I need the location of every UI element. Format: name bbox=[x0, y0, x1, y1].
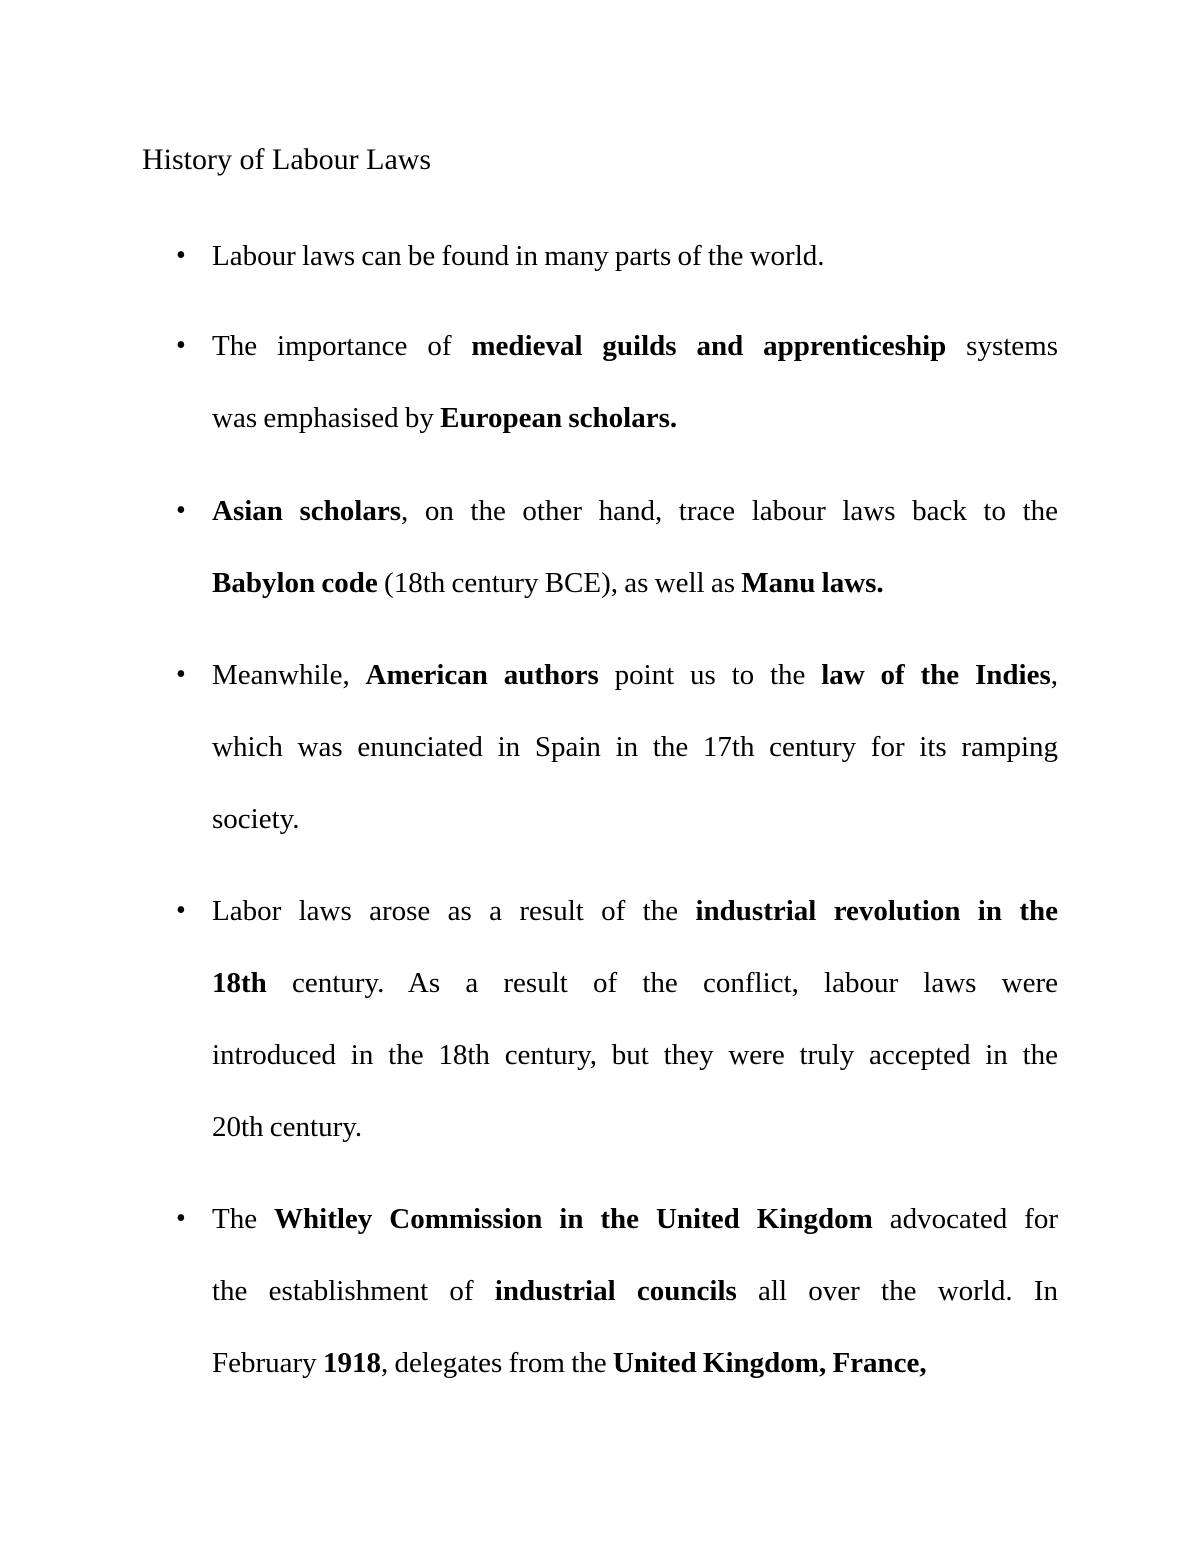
bullet-text bbox=[212, 491, 1058, 635]
text-span: Labour laws can be found in many parts of the world. bbox=[212, 240, 825, 272]
bullet-marker: • bbox=[176, 240, 186, 271]
text-line bbox=[212, 1271, 1058, 1343]
bullet-text bbox=[212, 891, 1058, 1179]
text-span: introduced in the 18th century, but they were truly accepted in the bbox=[212, 1039, 1058, 1071]
text-line bbox=[212, 799, 1058, 871]
text-span: century. As a result of the conflict, labour laws were bbox=[266, 967, 1058, 999]
text-line bbox=[212, 491, 1058, 563]
text-line bbox=[212, 655, 1058, 727]
text-line bbox=[212, 727, 1058, 799]
text-span: The bbox=[212, 1203, 275, 1235]
bullet-marker: • bbox=[176, 330, 186, 361]
bullet-marker: • bbox=[176, 659, 186, 690]
text-span: , bbox=[1050, 659, 1058, 691]
text-line bbox=[212, 963, 1058, 1035]
bold-text: Whitley Commission in the United Kingdom bbox=[274, 1203, 873, 1235]
text-span: , delegates from the bbox=[380, 1347, 613, 1379]
text-span: 20th century. bbox=[212, 1111, 363, 1143]
bold-text: medieval guilds and apprenticeship bbox=[471, 330, 947, 362]
text-line bbox=[212, 1035, 1058, 1107]
text-span: , on the other hand, trace labour laws back to the bbox=[401, 495, 1058, 527]
text-line bbox=[212, 236, 1058, 308]
text-span: The importance of bbox=[212, 330, 472, 362]
bullet-marker: • bbox=[176, 895, 186, 926]
bold-text: United Kingdom, France, bbox=[612, 1347, 927, 1379]
bold-text: European scholars. bbox=[440, 402, 678, 434]
bold-text: Babylon code bbox=[212, 567, 378, 599]
text-span: was emphasised by bbox=[212, 402, 441, 434]
text-line bbox=[212, 1343, 1058, 1415]
text-span: (18th century BCE), as well as bbox=[377, 567, 742, 599]
text-span: Labor laws arose as a result of the bbox=[212, 895, 696, 927]
document-title: History of Labour Laws bbox=[142, 143, 432, 176]
bold-text: industrial revolution in the bbox=[695, 895, 1058, 927]
text-line bbox=[212, 326, 1058, 398]
text-line bbox=[212, 398, 1058, 470]
bold-text: law of the Indies bbox=[821, 659, 1051, 691]
bold-text: American authors bbox=[365, 659, 599, 691]
bullet-marker: • bbox=[176, 1203, 186, 1234]
text-span: Meanwhile, bbox=[212, 659, 366, 691]
bold-text: Asian scholars bbox=[212, 495, 401, 527]
text-span: systems bbox=[946, 330, 1059, 362]
text-span: all over the world. In bbox=[736, 1275, 1058, 1307]
bullet-marker: • bbox=[176, 495, 186, 526]
text-line bbox=[212, 563, 1058, 635]
bold-text: industrial councils bbox=[494, 1275, 737, 1307]
text-span: advocated for bbox=[872, 1203, 1058, 1235]
bullet-text bbox=[212, 236, 1058, 308]
text-span: which was enunciated in Spain in the 17th century for its ramping bbox=[212, 731, 1058, 763]
text-line bbox=[212, 1107, 1058, 1179]
bullet-text bbox=[212, 326, 1058, 470]
text-span: February bbox=[212, 1347, 323, 1379]
text-line bbox=[212, 1199, 1058, 1271]
bold-text: 18th bbox=[212, 967, 267, 999]
bullet-text bbox=[212, 1199, 1058, 1415]
bold-text: 1918 bbox=[322, 1347, 381, 1379]
text-span: point us to the bbox=[598, 659, 822, 691]
text-span: society. bbox=[212, 803, 300, 835]
text-span: the establishment of bbox=[212, 1275, 495, 1307]
bold-text: Manu laws. bbox=[741, 567, 884, 599]
text-line bbox=[212, 891, 1058, 963]
bullet-text bbox=[212, 655, 1058, 871]
